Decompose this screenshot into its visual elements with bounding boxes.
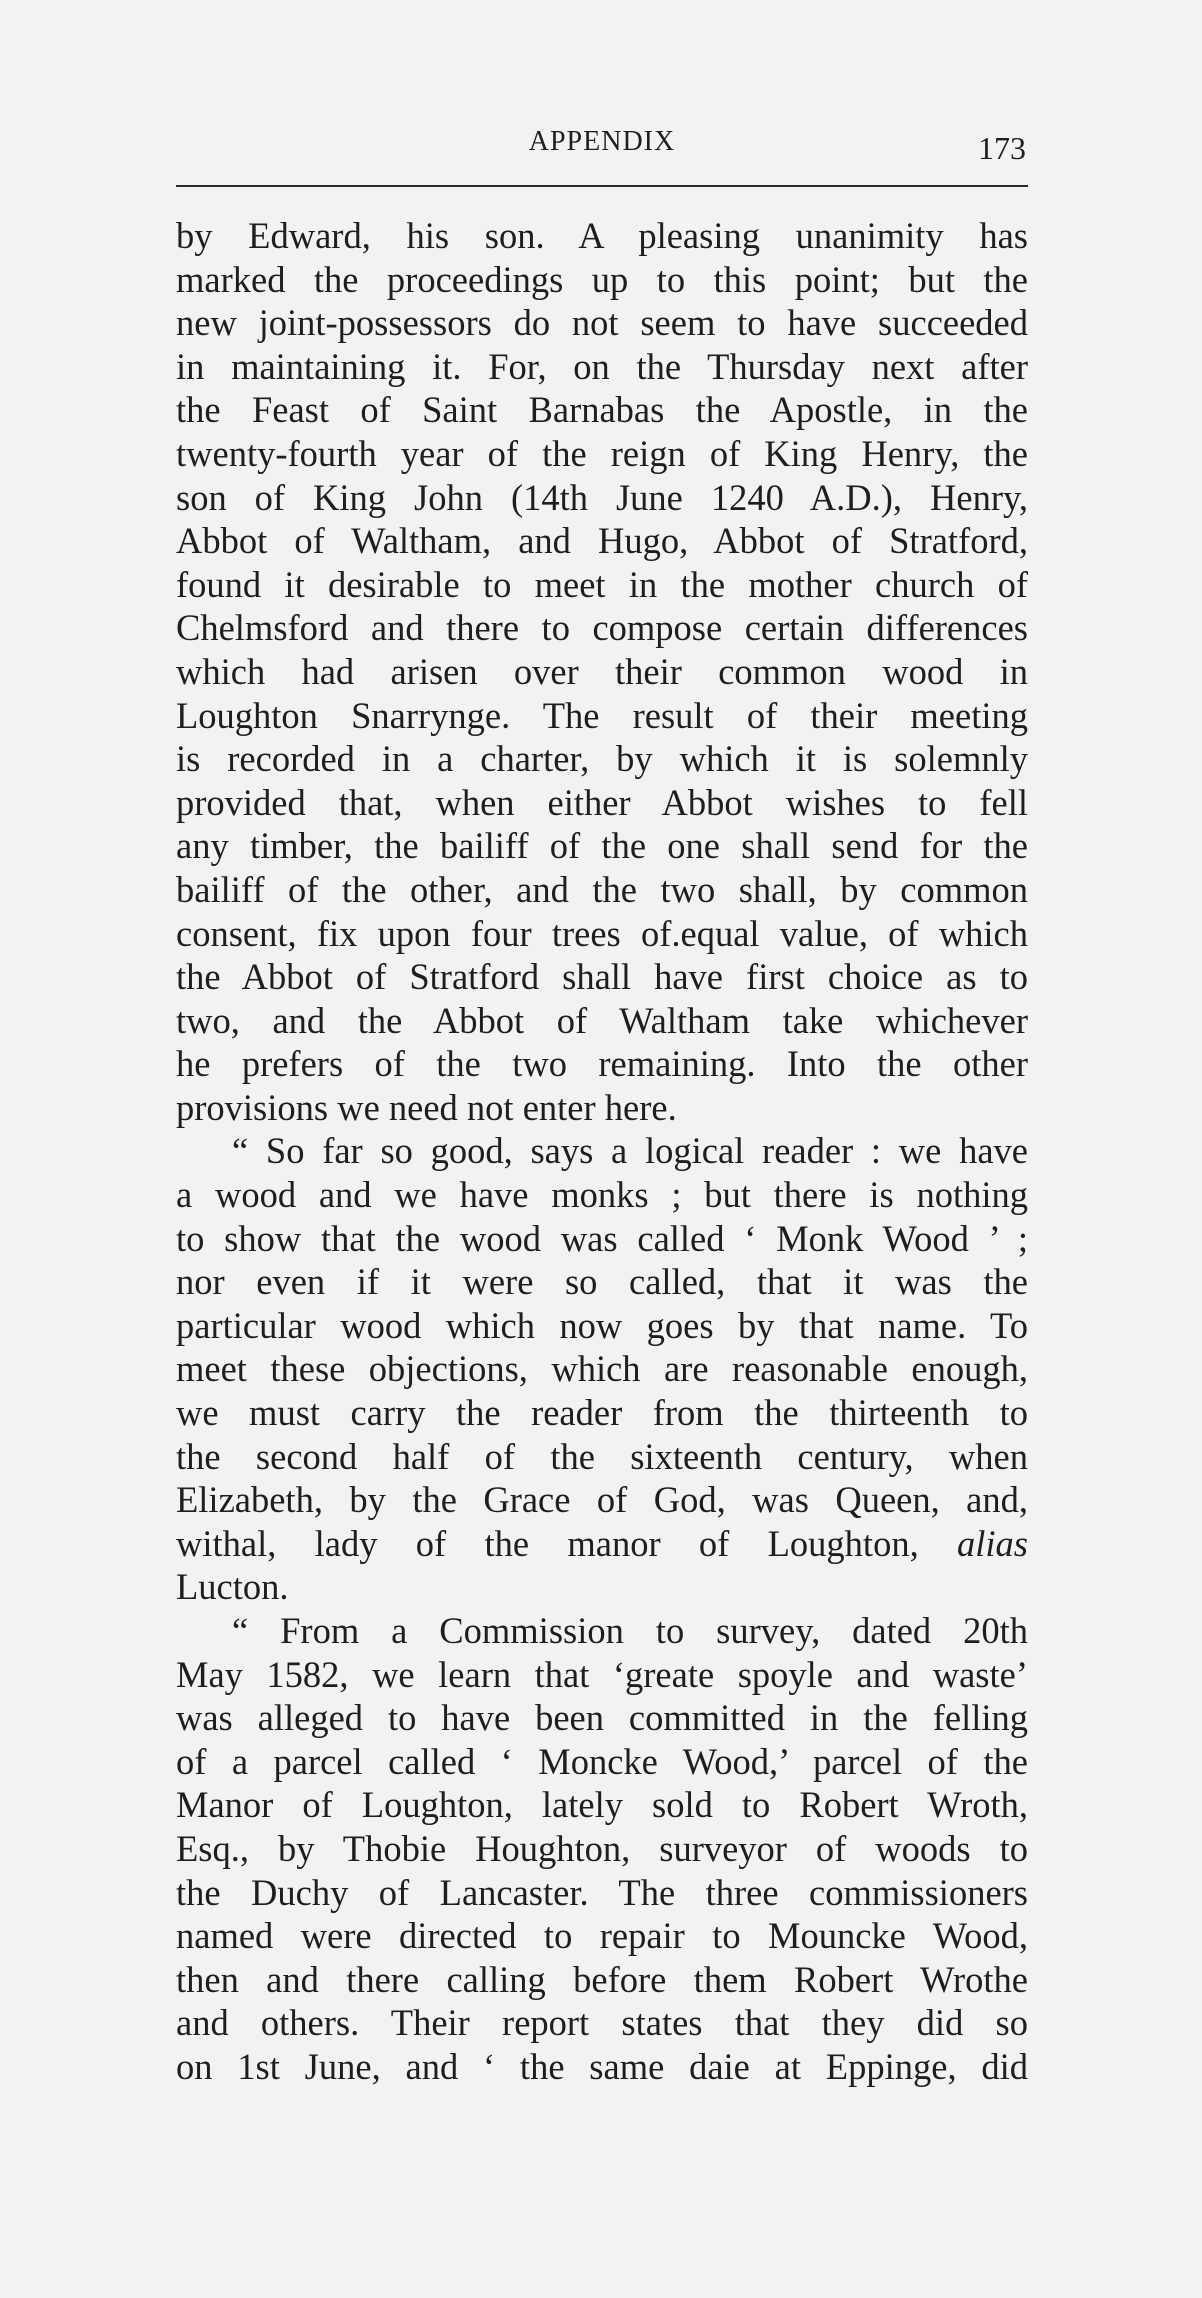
text-line: Lucton.	[176, 1566, 289, 1608]
text-line: two, and the Abbot of Waltham take whichever	[176, 999, 1028, 1041]
text-line: in maintaining it. For, on the Thursday next after	[176, 345, 1028, 387]
text-line: the second half of the sixteenth century, when	[176, 1435, 1028, 1477]
text-line: Chelmsford and there to compose certain differences	[176, 607, 1028, 649]
text-line: was alleged to have been committed in the felling	[176, 1697, 1028, 1739]
text-line: the Duchy of Lancaster. The three commissioners	[176, 1871, 1028, 1913]
text-line: nor even if it were so called, that it was the	[176, 1261, 1028, 1303]
text-line: of a parcel called ‘ Moncke Wood,’ parcel of the	[176, 1740, 1028, 1782]
text-line: bailiff of the other, and the two shall, by common	[176, 868, 1028, 910]
text-line: Loughton Snarrynge. The result of their meeting	[176, 694, 1028, 736]
text-line-with-alias	[176, 1522, 1028, 1566]
text-line: a wood and we have monks ; but there is nothing	[176, 1174, 1028, 1216]
text-line: any timber, the bailiff of the one shall send for the	[176, 825, 1028, 867]
running-header	[176, 120, 1028, 180]
text-line: Esq., by Thobie Houghton, surveyor of woods to	[176, 1827, 1028, 1869]
text-line: Abbot of Waltham, and Hugo, Abbot of Stratford,	[176, 520, 1028, 562]
page-number: 173	[978, 130, 1026, 166]
text-line: provisions we need not enter here.	[176, 1086, 677, 1128]
text-line: Elizabeth, by the Grace of God, was Queen, and,	[176, 1479, 1028, 1521]
text-line: new joint-possessors do not seem to have succeeded	[176, 302, 1028, 344]
text-line: and others. Their report states that they did so	[176, 2002, 1028, 2044]
text-line: marked the proceedings up to this point; but the	[176, 258, 1028, 300]
text-line: “ So far so good, says a logical reader : we have	[232, 1130, 1028, 1172]
header-title: APPENDIX	[528, 126, 676, 157]
text-line: provided that, when either Abbot wishes to fell	[176, 781, 1028, 823]
text-line: which had arisen over their common wood in	[176, 650, 1028, 692]
text-line: “ From a Commission to survey, dated 20th	[232, 1610, 1028, 1651]
text-line: to show that the wood was called ‘ Monk Wood ’ ;	[176, 1217, 1028, 1259]
body-text	[176, 214, 1028, 2089]
text-line: May 1582, we learn that ‘greate spoyle and waste’	[176, 1653, 1028, 1695]
text-line-body: withal, lady of the manor of Loughton,	[176, 1522, 919, 1564]
text-line: consent, fix upon four trees of.equal value, of which	[176, 912, 1028, 954]
text-line: by Edward, his son. A pleasing unanimity has	[176, 215, 1028, 256]
text-line: the Abbot of Stratford shall have first choice as to	[176, 956, 1028, 998]
text-line: then and there calling before them Robert Wrothe	[176, 1958, 1028, 2000]
text-line: found it desirable to meet in the mother church of	[176, 563, 1028, 605]
text-line: the Feast of Saint Barnabas the Apostle, in the	[176, 389, 1028, 431]
text-line: is recorded in a charter, by which it is solemnly	[176, 738, 1028, 780]
alias-word: alias	[957, 1522, 1028, 1564]
text-line: Manor of Loughton, lately sold to Robert Wroth,	[176, 1784, 1028, 1826]
text-line: he prefers of the two remaining. Into the other	[176, 1043, 1028, 1085]
text-line: meet these objections, which are reasonable enough,	[176, 1348, 1028, 1390]
text-line: son of King John (14th June 1240 A.D.), Henry,	[176, 476, 1028, 518]
header-rule	[176, 185, 1028, 187]
text-line: named were directed to repair to Mouncke Wood,	[176, 1915, 1028, 1957]
text-line: we must carry the reader from the thirteenth to	[176, 1392, 1028, 1434]
text-line: particular wood which now goes by that name. To	[176, 1304, 1028, 1346]
text-line: on 1st June, and ‘ the same daie at Eppinge, did	[176, 2045, 1028, 2087]
text-line: twenty-fourth year of the reign of King Henry, the	[176, 432, 1028, 474]
